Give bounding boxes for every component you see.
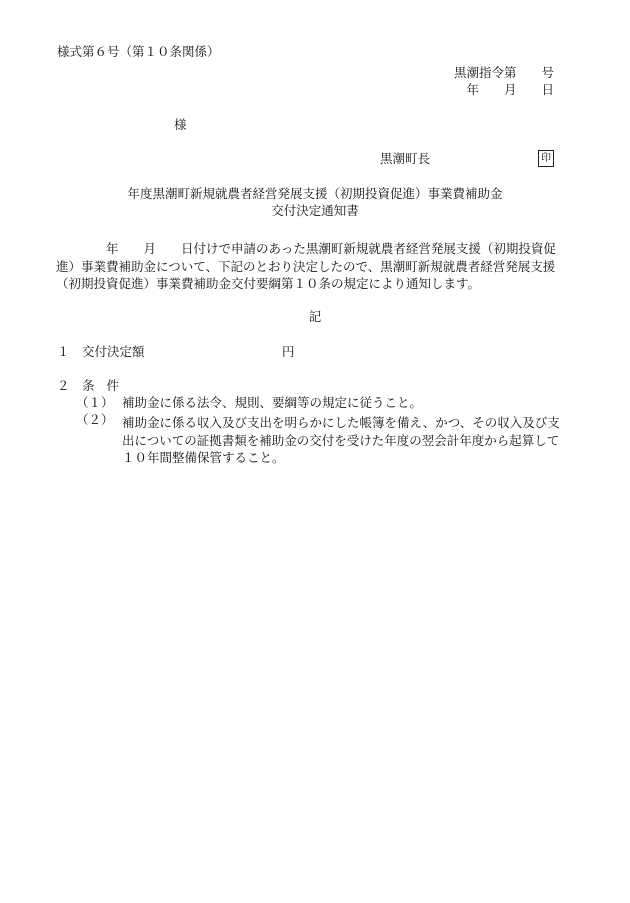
item1-number: １ — [57, 344, 70, 359]
recipient-suffix: 様 — [174, 117, 187, 132]
ki-heading: 記 — [308, 309, 322, 324]
condition-1-text: 補助金に係る法令、規則、要綱等の規定に従うこと。 — [122, 395, 423, 410]
condition-1-number: （１） — [76, 395, 114, 410]
grant-amount-label: 交付決定額 — [82, 344, 145, 359]
document-title-line1: 年度黒潮町新規就農者経営発展支援（初期投資促進）事業費補助金 — [127, 186, 503, 201]
issuer-name: 黒潮町長 — [380, 151, 431, 166]
item2-number: ２ — [57, 378, 70, 393]
conditions-label: 条件 — [82, 378, 132, 393]
body-paragraph: 年 月 日付けで申請のあった黒潮町新規就農者経営発展支援（初期投資促進）事業費補助金について、下記のとおり決定したので、黒潮町新規就農者経営発展支援（初期投資促進）事業費補助金交付要綱第１０条の規定により通知します。 — [56, 241, 556, 291]
document-number: 黒潮指令第 号 — [453, 65, 554, 80]
seal-mark: 印 — [538, 150, 554, 167]
document-date: 年 月 日 — [466, 82, 554, 97]
condition-2-number: （２） — [76, 412, 114, 427]
form-label: 様式第６号（第１０条関係） — [57, 44, 220, 59]
yen-unit: 円 — [282, 344, 295, 359]
document-title-line2: 交付決定通知書 — [271, 203, 359, 218]
condition-2-text: 補助金に係る収入及び支出を明らかにした帳簿を備え、かつ、その収入及び支出についての証拠書類を補助金の交付を受けた年度の翌会計年度から起算して１０年間整備保管すること。 — [122, 415, 560, 465]
